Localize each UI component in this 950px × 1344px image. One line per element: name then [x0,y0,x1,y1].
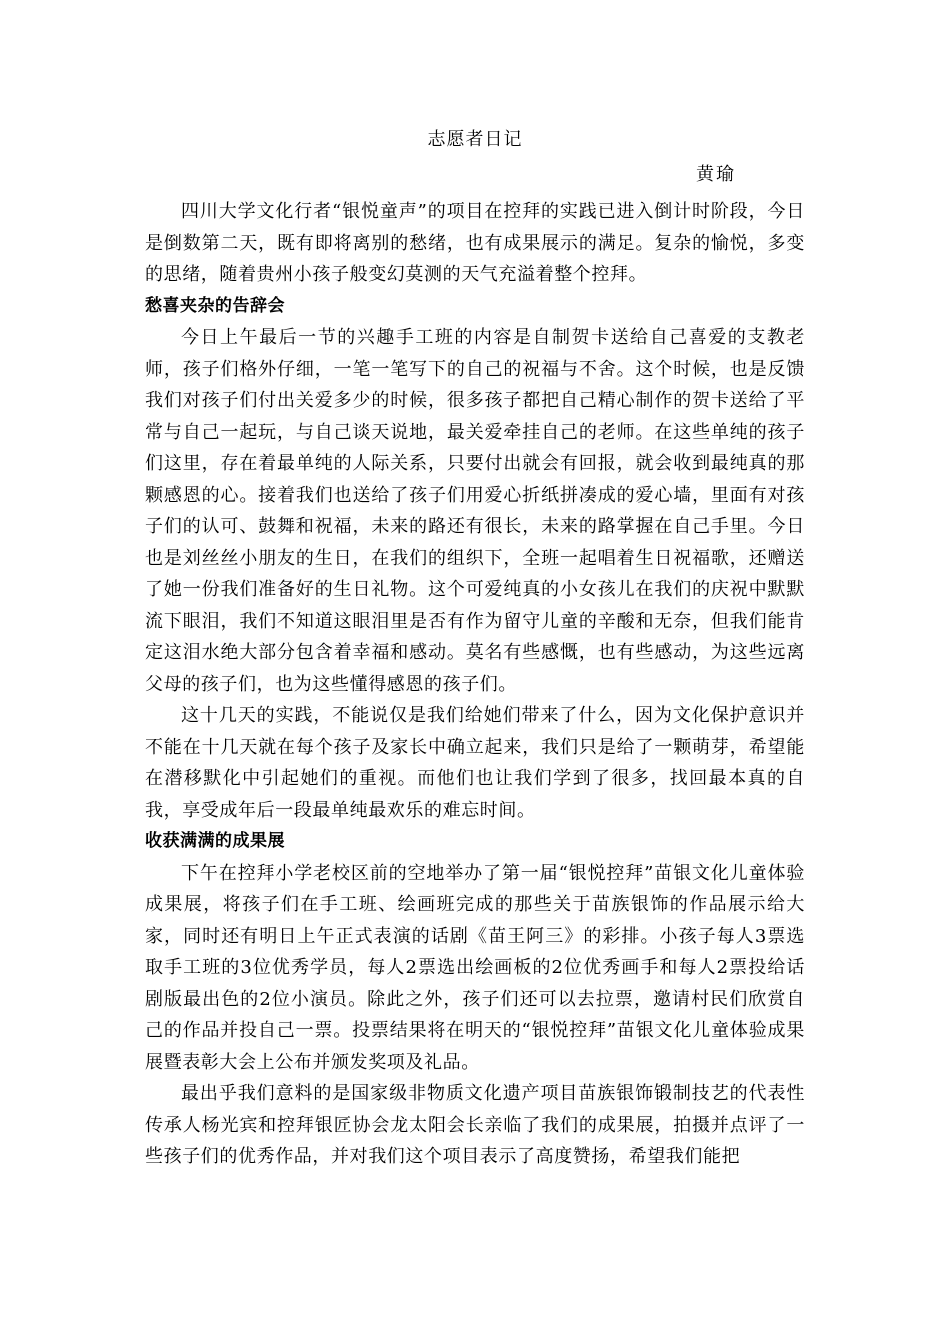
paragraph: 今日上午最后一节的兴趣手工班的内容是自制贺卡送给自己喜爱的支教老师，孩子们格外仔细，一笔一笔写下的自己的祝福与不舍。这个时候，也是反馈我们对孩子们付出关爱多少的时候，很多孩子都把自己精心制作的贺卡送给了平常与自己一起玩，与自己谈天说地，最关爱牵挂自己的老师。在这些单纯的孩子们这里，存在着最单纯的人际关系，只要付出就会有回报，就会收到最纯真的那颗感恩的心。接着我们也送给了孩子们用爱心折纸拼凑成的爱心墙，里面有对孩子们的认可、鼓舞和祝福，未来的路还有很长，未来的路掌握在自己手里。今日也是刘丝丝小朋友的生日，在我们的组织下，全班一起唱着生日祝福歌，还赠送了她一份我们准备好的生日礼物。这个可爱纯真的小女孩儿在我们的庆祝中默默流下眼泪，我们不知道这眼泪里是否有作为留守儿童的辛酸和无奈，但我们能肯定这泪水绝大部分包含着幸福和感动。莫名有些感慨，也有些感动，为这些远离父母的孩子们，也为这些懂得感恩的孩子们。 [145,327,805,695]
paragraph: 最出乎我们意料的是国家级非物质文化遗产项目苗族银饰锻制技艺的代表性传承人杨光宾和控拜银匠协会龙太阳会长亲临了我们的成果展，拍摄并点评了一些孩子们的优秀作品，并对我们这个项目表示了高度赞扬，希望我们能把 [145,1083,805,1167]
section-heading-farewell: 愁喜夹杂的告辞会 [145,295,285,316]
page-title: 志愿者日记 [427,129,523,150]
paragraph: 这十几天的实践，不能说仅是我们给她们带来了什么，因为文化保护意识并不能在十几天就在每个孩子及家长中确立起来，我们只是给了一颗萌芽，希望能在潜移默化中引起她们的重视。而他们也让我们学到了很多，找回最本真的自我，享受成年后一段最单纯最欢乐的难忘时间。 [145,705,805,821]
document-body [145,196,805,1173]
paragraph: 下午在控拜小学老校区前的空地举办了第一届“银悦控拜”苗银文化儿童体验成果展，将孩子们在手工班、绘画班完成的那些关于苗族银饰的作品展示给大家，同时还有明日上午正式表演的话剧《苗王阿三》的彩排。小孩子每人3票选取手工班的3位优秀学员，每人2票选出绘画板的2位优秀画手和每人2票投给话剧版最出色的2位小演员。除此之外，孩子们还可以去拉票，邀请村民们欣赏自己的作品并投自己一票。投票结果将在明天的“银悦控拜”苗银文化儿童体验成果展暨表彰大会上公布并颁发奖项及礼品。 [145,862,805,1073]
section-heading-exhibition: 收获满满的成果展 [145,831,285,851]
intro-paragraph: 四川大学文化行者“银悦童声”的项目在控拜的实践已进入倒计时阶段，今日是倒数第二天，既有即将离别的愁绪，也有成果展示的满足。复杂的愉悦，多变的思绪，随着贵州小孩子般变幻莫测的天气充溢着整个控拜。 [145,201,805,285]
author-name: 黄瑜 [696,164,736,185]
